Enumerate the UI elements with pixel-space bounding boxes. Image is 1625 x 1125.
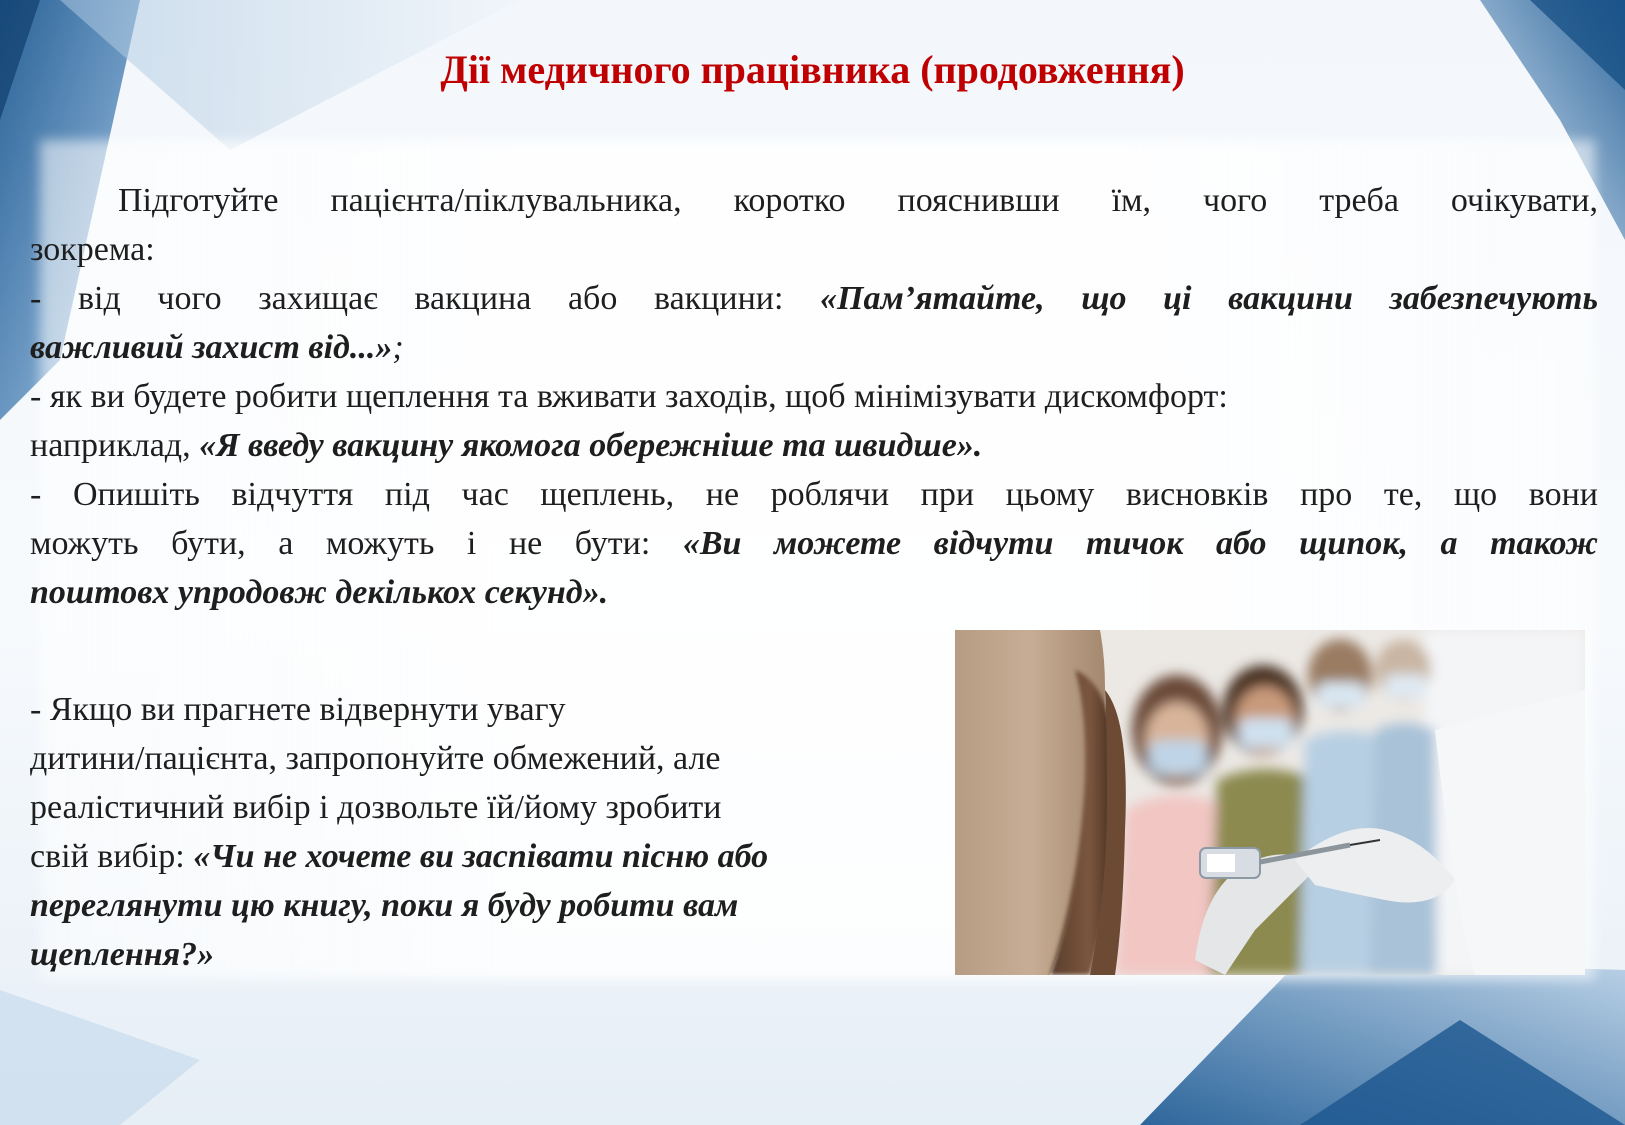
item4-line-2: дитини/пацієнта, запропонуйте обмежений, але: [30, 740, 721, 777]
item3-quote-1: «Ви можете відчути тичок або щипок, а також: [682, 525, 1598, 562]
item4-quote-3: щеплення?»: [30, 936, 215, 973]
item1-line-1: [30, 274, 1598, 323]
item2-line-1: - як ви будете робити щеплення та вживати заходів, щоб мінімізувати дискомфорт:: [30, 378, 1228, 415]
item3-prefix: можуть бути, а можуть і не бути:: [30, 525, 683, 562]
vaccination-photo: [955, 630, 1585, 975]
item2-quote: «Я введу вакцину якомога обережніше та швидше».: [199, 427, 983, 464]
item4-quote-2: переглянути цю книгу, поки я буду робити вам: [30, 887, 739, 924]
item4-line-3: реалістичний вибір і дозвольте їй/йому зробити: [30, 789, 722, 826]
item1-line-2: [30, 323, 1598, 372]
main-text-block: [30, 176, 1598, 617]
item3-line-2: [30, 519, 1598, 568]
intro-line-2: зокрема:: [30, 231, 155, 268]
distraction-text-block: [30, 685, 930, 979]
item4-line-4: [30, 832, 930, 881]
item3-quote-2: поштовх упродовж декількох секунд».: [30, 574, 609, 611]
item2-prefix: наприклад,: [30, 427, 200, 464]
item3-line-1: - Опишіть відчуття під час щеплень, не роблячи при цьому висновків про те, що вони: [30, 476, 1598, 513]
item1-quote-1: «Пам’ятайте, що ці вакцини забезпечують: [820, 280, 1598, 317]
item4-line-1: - Якщо ви прагнете відвернути увагу: [30, 691, 566, 728]
slide-title: Дії медичного працівника (продовження): [440, 47, 1185, 92]
item2-line-2: [30, 421, 1598, 470]
item1-text: - від чого захищає вакцина або вакцини:: [30, 280, 821, 317]
item1-quote-2: важливий захист від...»: [30, 329, 393, 366]
intro-line-1: Підготуйте пацієнта/піклувальника, коротко пояснивши їм, чого треба очікувати,: [118, 182, 1598, 219]
item4-quote-1: «Чи не хочете ви заспівати пісню або: [193, 838, 769, 875]
item1-end: ;: [392, 329, 404, 366]
item4-prefix: свій вибір:: [30, 838, 194, 875]
